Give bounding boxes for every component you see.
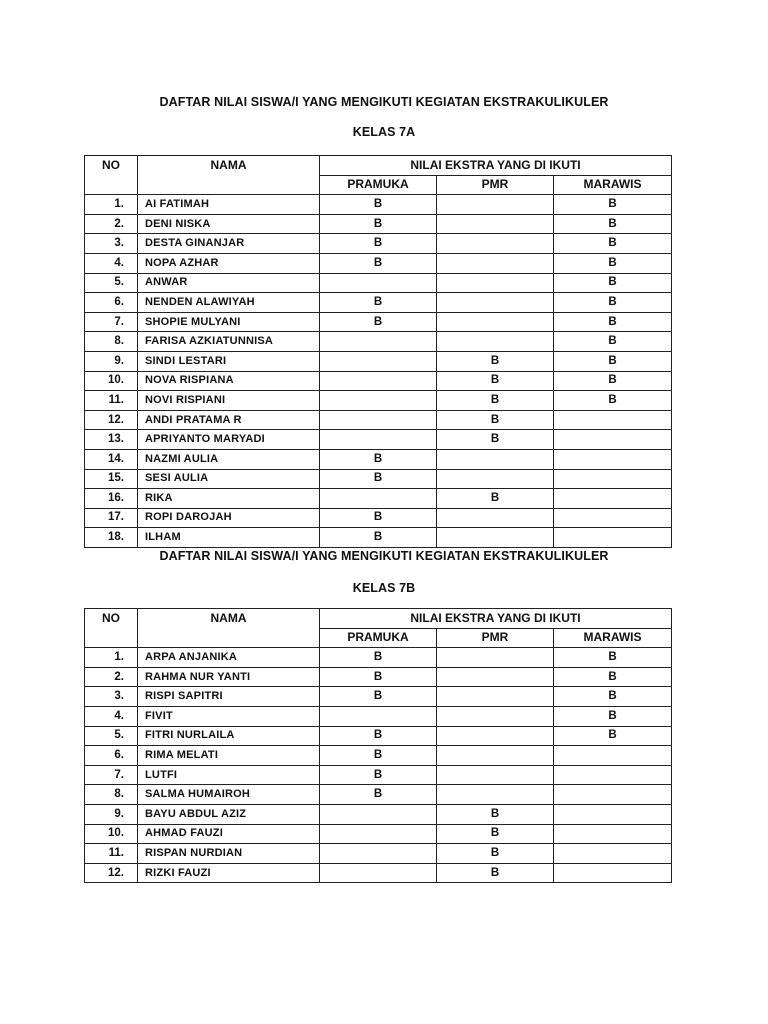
pramuka-grade: B: [320, 234, 437, 254]
table-row: [85, 195, 672, 215]
table-row: [85, 351, 672, 371]
student-name: RIKA: [138, 489, 320, 509]
header-activity-group: NILAI EKSTRA YANG DI IKUTI: [320, 156, 672, 176]
header-marawis: MARAWIS: [554, 175, 672, 195]
student-name: FITRI NURLAILA: [138, 726, 320, 746]
marawis-grade: B: [554, 391, 672, 411]
header-no: NO: [85, 156, 138, 195]
student-name: RISPAN NURDIAN: [138, 844, 320, 864]
marawis-grade: B: [554, 667, 672, 687]
marawis-grade: B: [554, 195, 672, 215]
header-nama: NAMA: [138, 156, 320, 195]
student-name: NOVI RISPIANI: [138, 391, 320, 411]
grade-table-7b: [84, 608, 672, 883]
table-row: [85, 430, 672, 450]
table-row: [85, 312, 672, 332]
table-row: [85, 687, 672, 707]
row-number: 14.: [85, 449, 138, 469]
marawis-grade: [554, 765, 672, 785]
class-label-7a: KELAS 7A: [352, 125, 416, 139]
header-pramuka: PRAMUKA: [320, 628, 437, 648]
pramuka-grade: B: [320, 726, 437, 746]
student-name: SESI AULIA: [138, 469, 320, 489]
pramuka-grade: B: [320, 667, 437, 687]
pmr-grade: [437, 746, 554, 766]
marawis-grade: B: [554, 293, 672, 313]
table-row: [85, 746, 672, 766]
pmr-grade: [437, 706, 554, 726]
pmr-grade: [437, 332, 554, 352]
table-row: [85, 391, 672, 411]
student-name: RAHMA NUR YANTI: [138, 667, 320, 687]
pramuka-grade: B: [320, 253, 437, 273]
pmr-grade: [437, 765, 554, 785]
pramuka-grade: B: [320, 687, 437, 707]
pmr-grade: B: [437, 371, 554, 391]
pmr-grade: B: [437, 351, 554, 371]
table-row: [85, 253, 672, 273]
row-number: 15.: [85, 469, 138, 489]
table-row: [85, 332, 672, 352]
table-row: [85, 371, 672, 391]
pmr-grade: [437, 293, 554, 313]
marawis-grade: B: [554, 726, 672, 746]
table-row: [85, 410, 672, 430]
pmr-grade: [437, 785, 554, 805]
pmr-grade: [437, 234, 554, 254]
marawis-grade: [554, 410, 672, 430]
student-name: ARPA ANJANIKA: [138, 648, 320, 668]
row-number: 2.: [85, 667, 138, 687]
marawis-grade: B: [554, 312, 672, 332]
pramuka-grade: [320, 391, 437, 411]
row-number: 9.: [85, 804, 138, 824]
marawis-grade: [554, 469, 672, 489]
pramuka-grade: [320, 844, 437, 864]
class-label-7b: KELAS 7B: [352, 581, 416, 595]
pmr-grade: [437, 449, 554, 469]
pramuka-grade: [320, 351, 437, 371]
pramuka-grade: [320, 863, 437, 883]
student-name: NOPA AZHAR: [138, 253, 320, 273]
row-number: 10.: [85, 824, 138, 844]
student-name: AHMAD FAUZI: [138, 824, 320, 844]
student-name: AI FATIMAH: [138, 195, 320, 215]
row-number: 11.: [85, 844, 138, 864]
table-row: [85, 293, 672, 313]
row-number: 6.: [85, 746, 138, 766]
row-number: 6.: [85, 293, 138, 313]
row-number: 10.: [85, 371, 138, 391]
student-name: ILHAM: [138, 528, 320, 548]
student-name: LUTFI: [138, 765, 320, 785]
pmr-grade: B: [437, 824, 554, 844]
table-row: [85, 844, 672, 864]
marawis-grade: [554, 528, 672, 548]
student-name: NAZMI AULIA: [138, 449, 320, 469]
student-name: FIVIT: [138, 706, 320, 726]
table-row: [85, 528, 672, 548]
document-title-7a: DAFTAR NILAI SISWA/I YANG MENGIKUTI KEGIATAN EKSTRAKULIKULER: [159, 95, 609, 109]
marawis-grade: B: [554, 351, 672, 371]
header-pmr: PMR: [437, 628, 554, 648]
pmr-grade: B: [437, 410, 554, 430]
table-row: [85, 863, 672, 883]
marawis-grade: [554, 804, 672, 824]
pramuka-grade: [320, 706, 437, 726]
header-pramuka: PRAMUKA: [320, 175, 437, 195]
pmr-grade: [437, 273, 554, 293]
table-row: [85, 273, 672, 293]
student-name: FARISA AZKIATUNNISA: [138, 332, 320, 352]
pramuka-grade: B: [320, 785, 437, 805]
pmr-grade: [437, 214, 554, 234]
pramuka-grade: B: [320, 214, 437, 234]
header-nama: NAMA: [138, 609, 320, 648]
document-title-7b: DAFTAR NILAI SISWA/I YANG MENGIKUTI KEGIATAN EKSTRAKULIKULER: [159, 549, 609, 563]
pramuka-grade: B: [320, 528, 437, 548]
marawis-grade: [554, 785, 672, 805]
row-number: 4.: [85, 253, 138, 273]
pramuka-grade: B: [320, 746, 437, 766]
table-row: [85, 824, 672, 844]
pramuka-grade: B: [320, 469, 437, 489]
table-row: [85, 726, 672, 746]
marawis-grade: B: [554, 706, 672, 726]
table-row: [85, 765, 672, 785]
marawis-grade: B: [554, 234, 672, 254]
table-body-7b: [85, 648, 672, 883]
row-number: 3.: [85, 234, 138, 254]
pramuka-grade: B: [320, 765, 437, 785]
marawis-grade: [554, 824, 672, 844]
pmr-grade: [437, 528, 554, 548]
table-row: [85, 214, 672, 234]
marawis-grade: [554, 844, 672, 864]
pramuka-grade: B: [320, 293, 437, 313]
pmr-grade: [437, 667, 554, 687]
row-number: 11.: [85, 391, 138, 411]
table-row: [85, 508, 672, 528]
pramuka-grade: B: [320, 312, 437, 332]
marawis-grade: B: [554, 273, 672, 293]
row-number: 9.: [85, 351, 138, 371]
student-name: RIMA MELATI: [138, 746, 320, 766]
pmr-grade: B: [437, 804, 554, 824]
row-number: 12.: [85, 410, 138, 430]
table-row: [85, 648, 672, 668]
table-row: [85, 469, 672, 489]
row-number: 17.: [85, 508, 138, 528]
marawis-grade: [554, 508, 672, 528]
student-name: SALMA HUMAIROH: [138, 785, 320, 805]
pramuka-grade: B: [320, 195, 437, 215]
student-name: RIZKI FAUZI: [138, 863, 320, 883]
pramuka-grade: [320, 371, 437, 391]
student-name: RISPI SAPITRI: [138, 687, 320, 707]
row-number: 5.: [85, 726, 138, 746]
pramuka-grade: [320, 489, 437, 509]
student-name: DESTA GINANJAR: [138, 234, 320, 254]
table-row: [85, 706, 672, 726]
pramuka-grade: B: [320, 449, 437, 469]
student-name: NENDEN ALAWIYAH: [138, 293, 320, 313]
row-number: 4.: [85, 706, 138, 726]
table-row: [85, 489, 672, 509]
pmr-grade: [437, 687, 554, 707]
row-number: 2.: [85, 214, 138, 234]
pramuka-grade: [320, 410, 437, 430]
pmr-grade: B: [437, 391, 554, 411]
student-name: NOVA RISPIANA: [138, 371, 320, 391]
student-name: ANDI PRATAMA R: [138, 410, 320, 430]
pmr-grade: B: [437, 430, 554, 450]
header-pmr: PMR: [437, 175, 554, 195]
student-name: SINDI LESTARI: [138, 351, 320, 371]
row-number: 16.: [85, 489, 138, 509]
header-activity-group: NILAI EKSTRA YANG DI IKUTI: [320, 609, 672, 629]
pramuka-grade: B: [320, 648, 437, 668]
table-row: [85, 667, 672, 687]
row-number: 13.: [85, 430, 138, 450]
pramuka-grade: B: [320, 508, 437, 528]
student-name: APRIYANTO MARYADI: [138, 430, 320, 450]
row-number: 7.: [85, 765, 138, 785]
pramuka-grade: [320, 804, 437, 824]
marawis-grade: B: [554, 253, 672, 273]
pmr-grade: [437, 648, 554, 668]
row-number: 5.: [85, 273, 138, 293]
pramuka-grade: [320, 824, 437, 844]
pramuka-grade: [320, 430, 437, 450]
grade-table-7a: [84, 155, 672, 548]
table-row: [85, 449, 672, 469]
pramuka-grade: [320, 273, 437, 293]
pmr-grade: [437, 253, 554, 273]
marawis-grade: [554, 489, 672, 509]
row-number: 3.: [85, 687, 138, 707]
marawis-grade: [554, 430, 672, 450]
row-number: 12.: [85, 863, 138, 883]
row-number: 1.: [85, 648, 138, 668]
pmr-grade: [437, 508, 554, 528]
table-row: [85, 804, 672, 824]
pmr-grade: [437, 726, 554, 746]
marawis-grade: B: [554, 687, 672, 707]
pmr-grade: B: [437, 489, 554, 509]
student-name: ROPI DAROJAH: [138, 508, 320, 528]
header-no: NO: [85, 609, 138, 648]
student-name: ANWAR: [138, 273, 320, 293]
row-number: 8.: [85, 332, 138, 352]
table-body-7a: [85, 195, 672, 548]
table-row: [85, 234, 672, 254]
row-number: 8.: [85, 785, 138, 805]
marawis-grade: [554, 746, 672, 766]
marawis-grade: B: [554, 214, 672, 234]
row-number: 18.: [85, 528, 138, 548]
student-name: DENI NISKA: [138, 214, 320, 234]
row-number: 1.: [85, 195, 138, 215]
pmr-grade: [437, 469, 554, 489]
marawis-grade: B: [554, 332, 672, 352]
pmr-grade: B: [437, 844, 554, 864]
pmr-grade: B: [437, 863, 554, 883]
pramuka-grade: [320, 332, 437, 352]
student-name: SHOPIE MULYANI: [138, 312, 320, 332]
header-marawis: MARAWIS: [554, 628, 672, 648]
row-number: 7.: [85, 312, 138, 332]
pmr-grade: [437, 195, 554, 215]
marawis-grade: [554, 449, 672, 469]
table-row: [85, 785, 672, 805]
marawis-grade: B: [554, 371, 672, 391]
marawis-grade: B: [554, 648, 672, 668]
student-name: BAYU ABDUL AZIZ: [138, 804, 320, 824]
marawis-grade: [554, 863, 672, 883]
pmr-grade: [437, 312, 554, 332]
